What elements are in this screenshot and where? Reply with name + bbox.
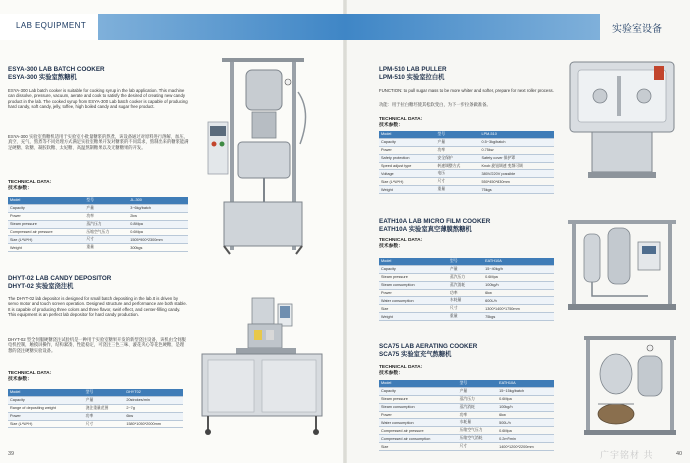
spec-label-en: Size <box>379 443 458 451</box>
spec-label-en: Size (L*W*H) <box>8 420 84 428</box>
spec-label-en: Steam pressure <box>8 220 84 228</box>
spec-row <box>379 427 554 435</box>
sca75-tech-cn: 技术参数： <box>379 371 403 376</box>
spec-value: 100kg/h <box>483 281 554 289</box>
left-header-bar <box>98 14 345 40</box>
spec-label-en: Capacity <box>379 138 436 146</box>
spec-label-cn: 压缩空气消耗 <box>458 435 497 443</box>
spec-label-cn: 尺寸 <box>84 236 128 244</box>
dhyt02-title-en: DHYT-02 LAB CANDY DEPOSITOR <box>8 275 112 282</box>
esya300-tech-cn: 技术参数： <box>8 186 32 191</box>
spec-label-en: Model <box>379 131 436 138</box>
spec-label-en: Capacity <box>379 265 448 273</box>
puller-image <box>562 56 682 184</box>
spec-value: EATH10A <box>497 380 554 387</box>
spec-row <box>379 297 554 305</box>
spec-value: 15~40kg/h <box>483 265 554 273</box>
page-number-left: 39 <box>8 451 15 457</box>
spec-label-cn: 产量 <box>448 265 483 273</box>
spec-row <box>379 313 554 321</box>
spec-row <box>8 220 188 228</box>
spec-row <box>8 204 188 212</box>
spec-value: DHYT02 <box>124 389 183 396</box>
dhyt02-spec-table <box>8 389 183 428</box>
spec-value: 75kgs <box>483 313 554 321</box>
spec-header-row <box>379 258 554 265</box>
lpm510-title <box>379 66 559 82</box>
spec-label-en: Power <box>8 212 84 220</box>
spec-label-en: Steam consumption <box>379 403 458 411</box>
spec-header-row <box>379 131 554 138</box>
spec-value: 6kw <box>124 412 183 420</box>
spec-value: 0.2m³/min <box>497 435 554 443</box>
spec-label-cn: 产量 <box>436 138 480 146</box>
spec-label-en: Steam consumption <box>379 281 448 289</box>
spec-value: Knob 旋钮调速 变频可调 <box>479 162 554 170</box>
spec-label-cn: 重量 <box>84 244 128 252</box>
lpm510-title-cn: LPM-510 实验室拉白机 <box>379 74 445 81</box>
spec-row <box>8 212 188 220</box>
spec-label-cn: 压缩空气压力 <box>458 427 497 435</box>
spec-row <box>379 170 554 178</box>
right-header <box>345 14 690 40</box>
spec-row <box>379 265 554 273</box>
spec-label-cn: 浇注重量范围 <box>84 404 125 412</box>
spec-row <box>379 435 554 443</box>
spec-value: 3~6kg/batch <box>128 204 188 212</box>
spec-row <box>8 412 183 420</box>
page-number-right: 40 <box>676 451 683 457</box>
spec-label-en: Compressed air pressure <box>379 427 458 435</box>
spec-label-cn: 功率 <box>436 146 480 154</box>
spec-value: JL-300 <box>128 197 188 204</box>
spec-row <box>379 162 554 170</box>
film-cooker-image <box>562 212 682 317</box>
spec-row <box>379 403 554 411</box>
spec-label-en: Weight <box>379 186 436 194</box>
spec-label-en: Model <box>8 389 84 396</box>
spec-row <box>379 273 554 281</box>
spec-value: LPM-510 <box>479 131 554 138</box>
spec-label-en: Weight <box>379 313 448 321</box>
spec-label-en: Safety protection <box>379 154 436 162</box>
spec-row <box>379 387 554 395</box>
dhyt02-tech-en: TECHNICAL DATA: <box>8 371 52 376</box>
esya300-title-en: ESYA-300 LAB BATCH COOKER <box>8 66 105 73</box>
spec-row <box>8 404 183 412</box>
aerating-cooker-image <box>580 328 680 440</box>
spec-label-cn: 重量 <box>448 313 483 321</box>
spec-label-en: Power <box>379 146 436 154</box>
page-gutter <box>343 0 347 463</box>
sca75-title-en: SCA75 LAB AERATING COOKER <box>379 343 478 350</box>
spec-value: 1580*1050*2000mm <box>124 420 183 428</box>
spec-row <box>379 419 554 427</box>
spec-row <box>379 186 554 194</box>
dhyt02-description-cn: DHYT-02 型全伺服硬糖浇注试验机是一种用于实验室糖果开发的新型浇注设备，该机由全伺服电机控制，触摸屏操作，结构紧凑，性能稳定，可浇注三色三味、漩花夹心等花色硬糖，是理想的浇注硬糖实验设备。 <box>8 337 186 353</box>
spec-value: 1400*1200*2200mm <box>497 443 554 451</box>
spec-label-en: Range of depositing weight <box>8 404 84 412</box>
esya300-tech-en: TECHNICAL DATA: <box>8 180 52 185</box>
spec-label-cn: 蒸汽消耗 <box>458 403 497 411</box>
spec-row <box>379 443 554 451</box>
spec-label-cn: 电压 <box>436 170 480 178</box>
spec-label-en: Capacity <box>8 204 84 212</box>
spec-row <box>379 138 554 146</box>
eath10a-title <box>379 218 559 234</box>
spec-label-cn: 产量 <box>84 204 128 212</box>
spec-row <box>379 281 554 289</box>
spec-label-cn: 功率 <box>448 289 483 297</box>
spec-row <box>379 411 554 419</box>
eath10a-title-en: EATH10A LAB MICRO FILM COOKER <box>379 218 491 225</box>
spec-value: 15~15kg/batch <box>497 387 554 395</box>
spec-label-cn: 压缩空气压力 <box>84 228 128 236</box>
spec-label-cn: 水耗量 <box>448 297 483 305</box>
spec-label-cn: 产量 <box>84 396 125 404</box>
spec-row <box>379 146 554 154</box>
lpm510-description-cn: 功能：用于拉白糖坯使其松软变白，为下一步拉条做准备。 <box>379 102 491 107</box>
spec-label-cn: 尺寸 <box>436 178 480 186</box>
spec-label-en: Steam pressure <box>379 273 448 281</box>
spec-value: 0.75kw <box>479 146 554 154</box>
sca75-tech-heading <box>379 365 422 377</box>
watermark: 广宇铭材 共 <box>600 450 654 460</box>
spec-label-cn: 型号 <box>436 131 480 138</box>
spec-row <box>379 154 554 162</box>
spec-header-row <box>8 389 183 396</box>
spec-value: 300kgs <box>128 244 188 252</box>
dhyt02-tech-cn: 技术参数： <box>8 377 32 382</box>
spec-label-en: Voltage <box>379 170 436 178</box>
dhyt02-description-en: The DHYT-02 lab depositor is designed for small batch depositing in the lab.It is driven by servo motor and touch screen operation. Designed structure and performance are both stable. It is capable of producing three colors and three flavor, swirl effect, and center-filling candy. This equipment is an perfect lab depositor for hard candy production. <box>8 296 187 318</box>
spec-label-cn: 安全保护 <box>436 154 480 162</box>
esya300-tech-heading <box>8 180 51 192</box>
spec-row <box>8 236 188 244</box>
spec-row <box>379 305 554 313</box>
spec-value: 100kg/h <box>497 403 554 411</box>
spec-label-en: Size (L*W*H) <box>379 178 436 186</box>
spec-value: 2~7g <box>124 404 183 412</box>
lpm510-tech-en: TECHNICAL DATA: <box>379 117 423 122</box>
spec-label-en: Model <box>379 258 448 265</box>
left-header-title: LAB EQUIPMENT <box>16 21 87 30</box>
spec-label-en: Steam pressure <box>379 395 458 403</box>
eath10a-title-cn: EATH10A 实验室真空薄膜熬糖机 <box>379 226 472 233</box>
spec-label-en: Compressed air consumption <box>379 435 458 443</box>
lpm510-title-en: LPM-510 LAB PULLER <box>379 66 447 73</box>
dhyt02-title-cn: DHYT-02 实验室浇注机 <box>8 283 74 290</box>
spec-label-en: Model <box>379 380 458 387</box>
spec-label-cn: 蒸汽压力 <box>448 273 483 281</box>
esya300-spec-table <box>8 197 188 252</box>
spec-value: 6kw <box>483 289 554 297</box>
spec-label-cn: 功率 <box>84 212 128 220</box>
spec-label-en: Weight <box>8 244 84 252</box>
spec-label-cn: 尺寸 <box>84 420 125 428</box>
spec-label-en: Compressed air pressure <box>8 228 84 236</box>
spec-row <box>379 178 554 186</box>
esya300-description-en: ESYA-300 Lab batch cooker is suitable for cooking syrup in the lab application. This machine can dissolve, pressure, vacuum, aerate and cook to satisfy the desired of creating new candy product in the lab. The cooked syrup from ESYA-300 Lab batch cooker is capable of producing hard candy, soft candy, jelly, toffee, high boiled candy and sugar free product. <box>8 88 188 110</box>
spec-value: 380V/220V possible <box>479 170 554 178</box>
spec-value: 20strokes/min <box>124 396 183 404</box>
spec-label-en: Size (L*W*H) <box>8 236 84 244</box>
spec-label-cn: 型号 <box>84 197 128 204</box>
spec-label-cn: 蒸汽消耗 <box>448 281 483 289</box>
dhyt02-title <box>8 275 188 291</box>
batch-cooker-image <box>200 52 325 257</box>
sca75-title-cn: SCA75 实验室充气熬糖机 <box>379 351 452 358</box>
spec-row <box>379 395 554 403</box>
spec-label-cn: 尺寸 <box>458 443 497 451</box>
spec-value: Safety cover 保护罩 <box>479 154 554 162</box>
left-header <box>0 14 345 40</box>
spec-value: 600L/h <box>483 297 554 305</box>
spec-label-en: Speed adjust type <box>379 162 436 170</box>
spec-label-cn: 蒸汽压力 <box>458 395 497 403</box>
spec-label-cn: 水耗量 <box>458 419 497 427</box>
spec-value: 0.6Mpa <box>497 395 554 403</box>
depositor-image <box>192 290 332 438</box>
spec-value: 2kw <box>128 212 188 220</box>
spec-label-cn: 功率 <box>458 411 497 419</box>
spec-row <box>8 420 183 428</box>
spec-value: 1505*900*2300mm <box>128 236 188 244</box>
spec-value: 500L/h <box>497 419 554 427</box>
spec-label-en: Capacity <box>379 387 458 395</box>
spec-label-en: Power <box>8 412 84 420</box>
right-header-bar <box>345 14 600 40</box>
eath10a-tech-heading <box>379 238 422 250</box>
spec-row <box>8 228 188 236</box>
spec-label-cn: 产量 <box>458 387 497 395</box>
spec-value: EATH10A <box>483 258 554 265</box>
eath10a-tech-en: TECHNICAL DATA: <box>379 238 423 243</box>
sca75-tech-en: TECHNICAL DATA: <box>379 365 423 370</box>
spec-value: 0.5~3kg/batch <box>479 138 554 146</box>
spec-row <box>8 396 183 404</box>
lpm510-description-en: FUNCTION: to pull sugar mass to be more whiter and softer, prepare for next roller process. <box>379 88 554 93</box>
eath10a-tech-cn: 技术参数： <box>379 244 403 249</box>
spec-label-en: Power <box>379 289 448 297</box>
spec-row <box>8 244 188 252</box>
spec-label-cn: 功率 <box>84 412 125 420</box>
spec-value: 0.6Mpa <box>483 273 554 281</box>
spec-value: 1300*1400*1750mm <box>483 305 554 313</box>
spec-value: 0.8Mpa <box>128 220 188 228</box>
spec-label-cn: 蒸汽压力 <box>84 220 128 228</box>
right-header-title: 实验室设备 <box>612 24 662 35</box>
spec-label-en: Water consumption <box>379 419 458 427</box>
spec-value: 550*450*830mm <box>479 178 554 186</box>
esya300-title-cn: ESYA-300 实验室熬糖机 <box>8 74 77 81</box>
spec-label-cn: 尺寸 <box>448 305 483 313</box>
esya300-description-cn: ESYA-300 实验室熬糖机适用于实验室小批量糖浆的熬煮，该设备通过对原料进行溶解、加压、真空、充气、熬煮等不同处理方式满足实验室糖果开发对糖浆的不同需求，熬制出来的糖浆能满足硬糖、软糖、凝胶软糖、太妃糖、高温熬制糖果以及无糖糖果的开发。 <box>8 134 189 150</box>
spec-value: 75kgs <box>479 186 554 194</box>
dhyt02-tech-heading <box>8 371 51 383</box>
spec-label-en: Size <box>379 305 448 313</box>
spec-header-row <box>379 380 554 387</box>
esya300-title <box>8 66 188 82</box>
sca75-spec-table <box>379 380 554 451</box>
sca75-title <box>379 343 559 359</box>
lpm510-tech-cn: 技术参数： <box>379 123 403 128</box>
spec-label-en: Water consumption <box>379 297 448 305</box>
spec-value: 0.6Mpa <box>128 228 188 236</box>
spec-label-en: Capacity <box>8 396 84 404</box>
lpm510-spec-table <box>379 131 554 194</box>
spec-label-cn: 重量 <box>436 186 480 194</box>
spec-value: 0.6Mpa <box>497 427 554 435</box>
spec-value: 6kw <box>497 411 554 419</box>
lpm510-tech-heading <box>379 117 422 129</box>
spec-label-en: Power <box>379 411 458 419</box>
spec-header-row <box>8 197 188 204</box>
eath10a-spec-table <box>379 258 554 321</box>
spec-label-cn: 转速调整方式 <box>436 162 480 170</box>
spec-label-cn: 型号 <box>448 258 483 265</box>
spec-label-cn: 型号 <box>458 380 497 387</box>
spec-row <box>379 289 554 297</box>
spec-label-cn: 型号 <box>84 389 125 396</box>
spec-label-en: Model <box>8 197 84 204</box>
